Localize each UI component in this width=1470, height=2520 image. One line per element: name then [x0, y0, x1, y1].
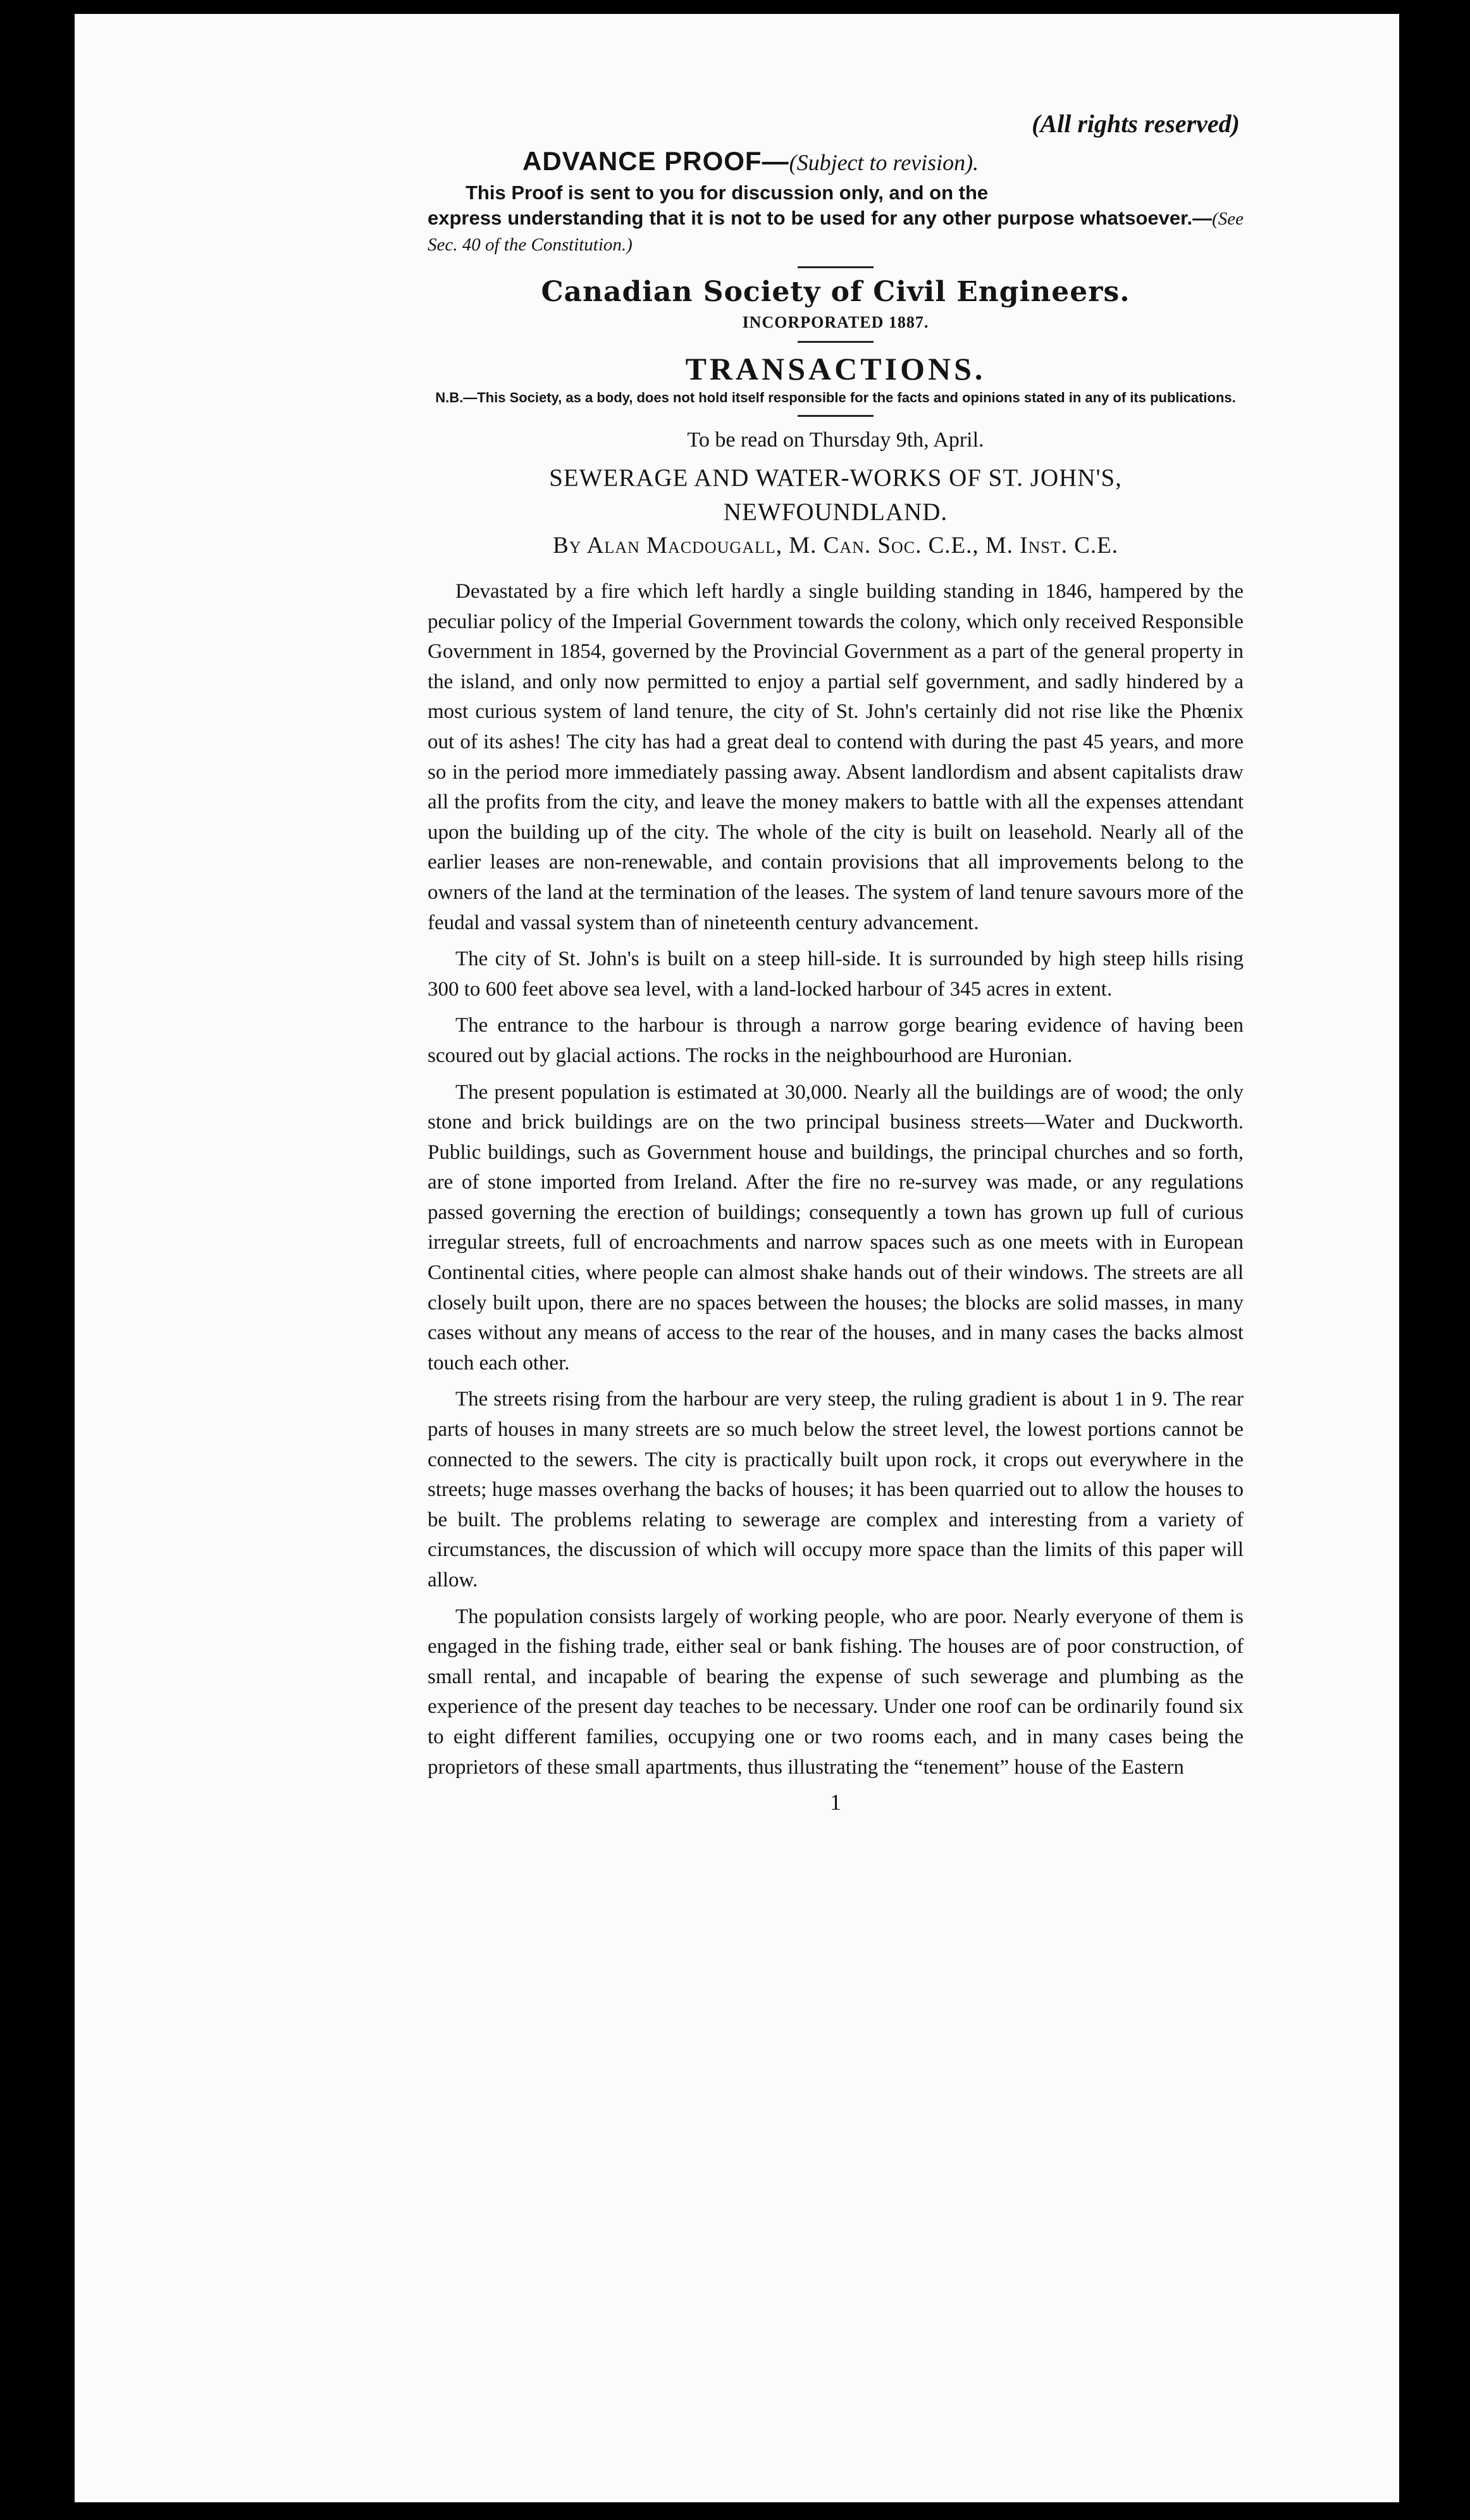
rights-reserved: (All rights reserved): [1032, 109, 1240, 138]
proof-notice-line1: This Proof is sent to you for discussion only, and on the: [466, 182, 989, 204]
page-number: 1: [830, 1789, 841, 1815]
document-page: [75, 14, 1399, 2502]
proof-notice: [428, 180, 1244, 257]
disclaimer-note: N.B.—This Society, as a body, does not hold itself responsible for the facts and opinions stated in any of its publications.: [435, 390, 1236, 405]
subject-to-revision: (Subject to revision).: [789, 150, 979, 175]
advance-proof-title: ADVANCE PROOF—: [522, 146, 789, 176]
paragraph: Devastated by a fire which left hardly a single building standing in 1846, hampered by the peculiar policy of the Imperial Government towards the colony, which only received Responsible Government in 1854, governed by the Provincial Government as a part of the general property in the island, and only now permitted to enjoy a partial self government, and sadly hindered by a most curious system of land tenure, the city of St. John's certainly did not rise like the Phœnix out of its ashes! The city has had a great deal to contend with during the past 45 years, and more so in the period more immediately passing away. Absent landlordism and absent capitalists draw all the profits from the city, and leave the money makers to battle with all the expenses attendant upon the building up of the city. The whole of the city is built on leasehold. Nearly all of the earlier leases are non-renewable, and contain provisions that all improvements belong to the owners of the land at the termination of the leases. The system of land tenure savours more of the feudal and vassal system than of nineteenth century advancement.: [428, 580, 1244, 934]
paragraph: The population consists largely of working people, who are poor. Nearly everyone of them is engaged in the fishing trade, either seal or bank fishing. The houses are of poor construction, of small rental, and incapable of bearing the expense of such sewerage and plumbing as the experience of the present day teaches to be necessary. Under one roof can be ordinarily found six to eight different families, occupying one or two rooms each, and in many cases being the proprietors of these small apartments, thus illustrating the “tenement” house of the Eastern: [428, 1605, 1244, 1779]
author-byline: By Alan Macdougall, M. Can. Soc. C.E., M. Inst. C.E.: [553, 533, 1118, 559]
proof-notice-rest: express understanding that it is not to be used for any other purpose whatsoever.—: [428, 207, 1213, 229]
paper-body: [428, 577, 1244, 1782]
transactions-heading: TRANSACTIONS.: [685, 351, 986, 386]
society-name: Canadian Society of Civil Engineers.: [541, 276, 1130, 308]
paper-title-line1: SEWERAGE AND WATER-WORKS OF ST. JOHN'S,: [549, 464, 1122, 491]
reading-date: To be read on Thursday 9th, April.: [687, 428, 984, 452]
advance-proof-heading: [522, 146, 1244, 176]
paragraph: The entrance to the harbour is through a narrow gorge bearing evidence of having been scoured out by glacial actions. The rocks in the neighbourhood are Huronian.: [428, 1014, 1244, 1067]
paragraph: The present population is estimated at 30,000. Nearly all the buildings are of wood; the only stone and brick buildings are on the two principal business streets—Water and Duckworth. Public buildings, such as Government house and buildings, the principal churches and so forth, are of stone imported from Ireland. After the fire no re-survey was made, or any regulations passed governing the erection of buildings; consequently a town has grown up full of curious irregular streets, full of encroachments and narrow spaces such as one meets with in European Continental cities, where people can almost shake hands out of their windows. The streets are all closely built upon, there are no spaces between the houses; the blocks are solid masses, in many cases without any means of access to the rear of the houses, and in many cases the backs almost touch each other.: [428, 1080, 1244, 1374]
paragraph: The city of St. John's is built on a steep hill-side. It is surrounded by high steep hills rising 300 to 600 feet above sea level, with a land-locked harbour of 345 acres in extent.: [428, 948, 1244, 1001]
divider: [798, 415, 874, 417]
incorporated-year: INCORPORATED 1887.: [742, 313, 929, 331]
page-content: [428, 109, 1244, 1815]
paragraph: The streets rising from the harbour are very steep, the ruling gradient is about 1 in 9. The rear parts of houses in many streets are so much below the street level, the lowest portions cannot be connected to the sewers. The city is practically built upon rock, it crops out everywhere in the streets; huge masses overhang the backs of houses; it has been quarried out to allow the houses to be built. The problems relating to sewerage are complex and interesting from a variety of circumstances, the discussion of which will occupy more space than the limits of this paper will allow.: [428, 1388, 1244, 1591]
divider: [798, 266, 874, 268]
paper-title-line2: NEWFOUNDLAND.: [723, 498, 948, 526]
divider: [798, 341, 874, 343]
constitution-reference: (See Sec. 40 of the Constitution.): [428, 209, 1244, 255]
